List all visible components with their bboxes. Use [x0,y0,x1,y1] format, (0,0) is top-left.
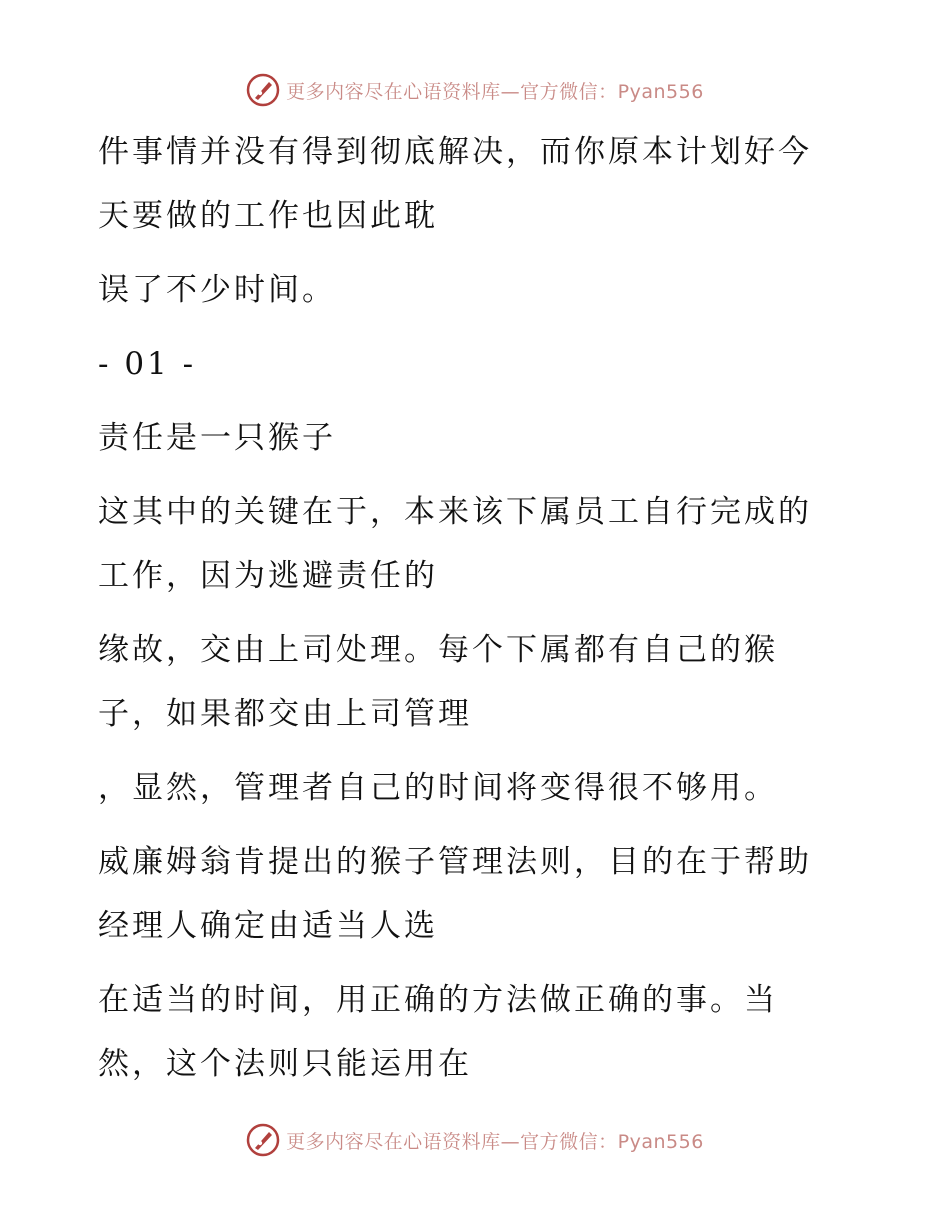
watermark-text: 更多内容尽在心语资料库—官方微信：Pyan556 [286,1130,704,1153]
paragraph: 件事情并没有得到彻底解决，而你原本计划好今天要做的工作也因此耽 [98,134,812,234]
paragraph: 这其中的关键在于，本来该下属员工自行完成的工作，因为逃避责任的 [98,494,812,594]
section-heading: 责任是一只猴子 [98,420,336,456]
paragraph: 威廉姆翁肯提出的猴子管理法则，目的在于帮助经理人确定由适当人选 [98,844,812,944]
paragraph: 误了不少时间。 [98,272,336,308]
paragraph: ，显然，管理者自己的时间将变得很不够用。 [98,770,778,806]
pen-logo-icon [246,73,280,107]
pen-logo-icon [246,1123,280,1157]
paragraph: 在适当的时间，用正确的方法做正确的事。当然，这个法则只能运用在 [98,982,778,1082]
header-watermark [0,70,950,110]
footer-watermark [0,1120,950,1160]
section-number: - 01 - [98,346,197,382]
watermark-text: 更多内容尽在心语资料库—官方微信：Pyan556 [286,80,704,103]
document-body [98,120,838,1106]
paragraph: 缘故，交由上司处理。每个下属都有自己的猴子，如果都交由上司管理 [98,632,778,732]
